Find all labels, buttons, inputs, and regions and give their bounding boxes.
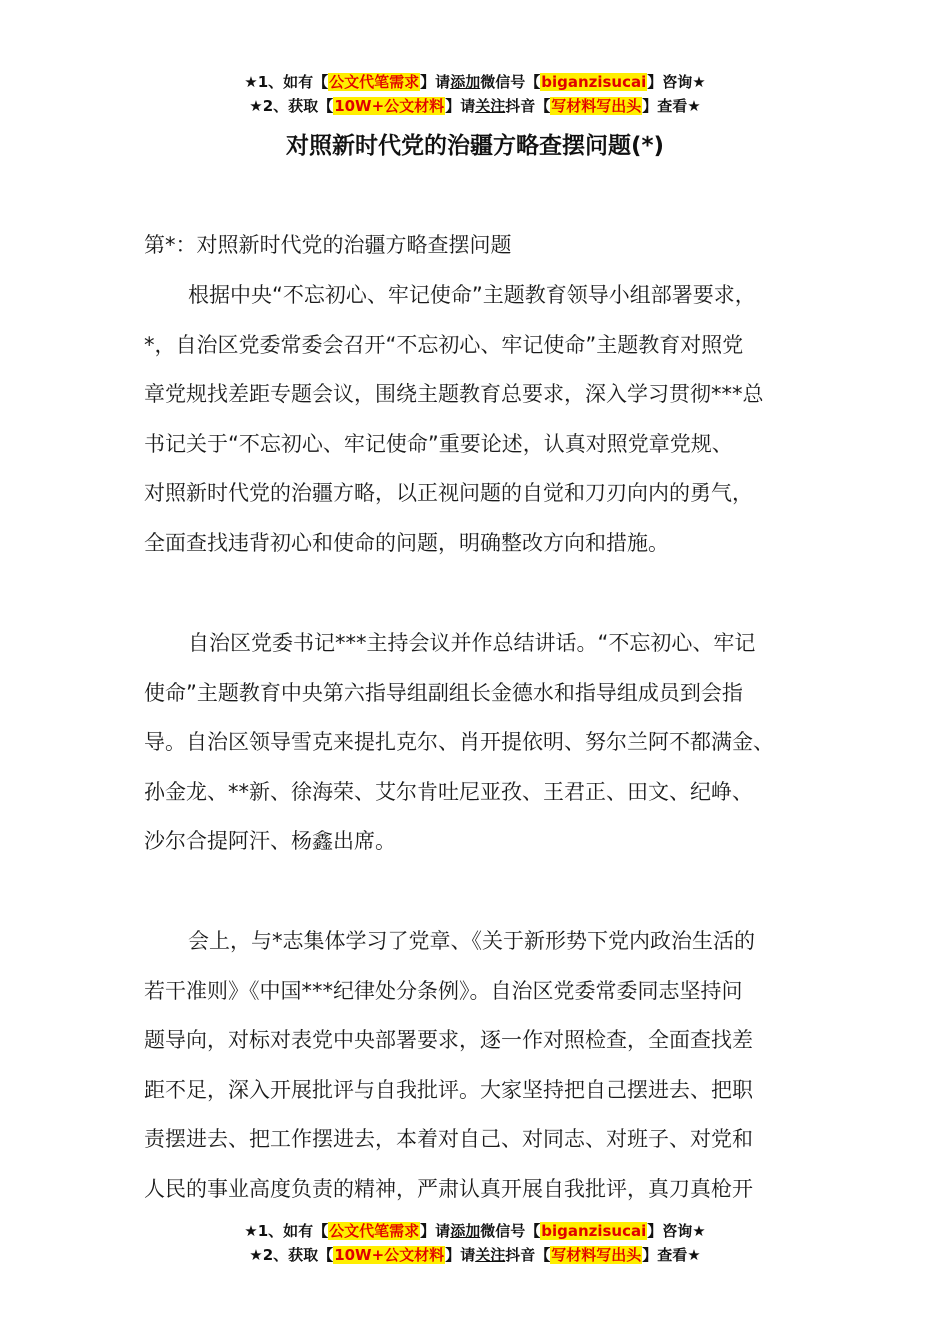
promo-line-2-suffix: 】查看★: [642, 1246, 701, 1264]
paragraph-line: 全面查找违背初心和使命的问题，明确整改方向和措施。: [144, 530, 669, 555]
paragraph-2: [144, 619, 834, 867]
promo-line-2-prefix: ★2、获取【: [249, 1246, 334, 1264]
promo-line-1-middle: 】请: [420, 73, 451, 91]
paragraph-line: 沙尔合提阿汗、杨鑫出席。: [144, 829, 396, 853]
promo-wechat-id-highlight: biganzisucai: [541, 73, 647, 91]
promo-line-2-middle: 】请: [445, 1246, 476, 1264]
promo-line-1: [0, 70, 950, 94]
paragraph-line: 题导向，对标对表党中央部署要求，逐一作对照检查，全面查找差: [144, 1028, 753, 1052]
promo-line-1-middle-2: 微信号【: [480, 73, 541, 91]
promo-line-1-prefix: ★1、如有【: [244, 73, 329, 91]
promo-materials-highlight: 10W+公文材料: [334, 97, 445, 115]
paragraph-line: 人民的事业高度负责的精神，严肃认真开展自我批评，真刀真枪开: [144, 1176, 753, 1201]
paragraph-line: 根据中央“不忘初心、牢记使命”主题教育领导小组部署要求，: [188, 283, 756, 307]
paragraph-line: 会上，与*志集体学习了党章、《关于新形势下党内政治生活的: [188, 929, 755, 953]
promo-line-1-suffix: 】咨询★: [647, 73, 706, 91]
promo-line-1-suffix: 】咨询★: [647, 1222, 706, 1240]
promo-line-1-prefix: ★1、如有【: [244, 1222, 329, 1240]
promo-line-2-middle: 】请: [445, 97, 476, 115]
paragraph-line: 距不足，深入开展批评与自我批评。大家坚持把自己摆进去、把职: [144, 1077, 753, 1102]
promo-wechat-id-highlight: biganzisucai: [541, 1222, 647, 1240]
paragraph-3: [144, 917, 834, 1214]
promo-ghostwriting-highlight: 公文代笔需求: [329, 1222, 420, 1240]
promo-line-2-suffix: 】查看★: [642, 97, 701, 115]
top-promo-banner: [0, 70, 950, 118]
promo-line-1-middle-2: 微信号【: [480, 1222, 541, 1240]
paragraph-line: 章党规找差距专题会议，围绕主题教育总要求，深入学习贯彻***总: [144, 382, 764, 406]
paragraph-line: 导。自治区领导雪克来提扎克尔、肖开提依明、努尔兰阿不都满金、: [144, 730, 774, 754]
promo-line-2-prefix: ★2、获取【: [249, 97, 334, 115]
promo-materials-highlight: 10W+公文材料: [334, 1246, 445, 1264]
paragraph-line: 对照新时代党的治疆方略，以正视问题的自觉和刀刃向内的勇气，: [144, 481, 753, 505]
promo-line-1-middle: 】请: [420, 1222, 451, 1240]
paragraph-line: 使命”主题教育中央第六指导组副组长金德水和指导组成员到会指: [144, 680, 743, 705]
promo-line-1: [0, 1219, 950, 1243]
promo-line-2: [0, 1243, 950, 1267]
promo-line-2-middle-2: 抖音【: [505, 97, 551, 115]
paragraph-line: 自治区党委书记***主持会议并作总结讲话。“不忘初心、牢记: [188, 631, 756, 655]
paragraph-line: 孙金龙、**新、徐海荣、艾尔肯吐尼亚孜、王君正、田文、纪峥、: [144, 779, 753, 804]
promo-douyin-highlight: 写材料写出头: [551, 97, 642, 115]
paragraph-line: 书记关于“不忘初心、牢记使命”重要论述，认真对照党章党规、: [144, 431, 733, 456]
promo-line-2-middle-2: 抖音【: [505, 1246, 551, 1264]
promo-ghostwriting-highlight: 公文代笔需求: [329, 73, 420, 91]
paragraph-1: [144, 271, 834, 568]
promo-line-2: [0, 94, 950, 118]
paragraph-line: 若干准则》《中国***纪律处分条例》。自治区党委常委同志坚持问: [144, 978, 743, 1003]
bottom-promo-banner: [0, 1219, 950, 1267]
promo-add-underlined: 添加: [450, 1222, 481, 1240]
paragraph-line: *，自治区党委常委会召开“不忘初心、牢记使命”主题教育对照党: [144, 332, 744, 357]
promo-follow-underlined: 关注: [475, 1246, 506, 1264]
document-title: 对照新时代党的治疆方略查摆问题(*): [285, 133, 665, 159]
promo-add-underlined: 添加: [450, 73, 481, 91]
promo-douyin-highlight: 写材料写出头: [551, 1246, 642, 1264]
section-subhead: 第*：对照新时代党的治疆方略查摆问题: [144, 233, 512, 257]
paragraph-line: 责摆进去、把工作摆进去，本着对自己、对同志、对班子、对党和: [144, 1127, 753, 1151]
promo-follow-underlined: 关注: [475, 97, 506, 115]
